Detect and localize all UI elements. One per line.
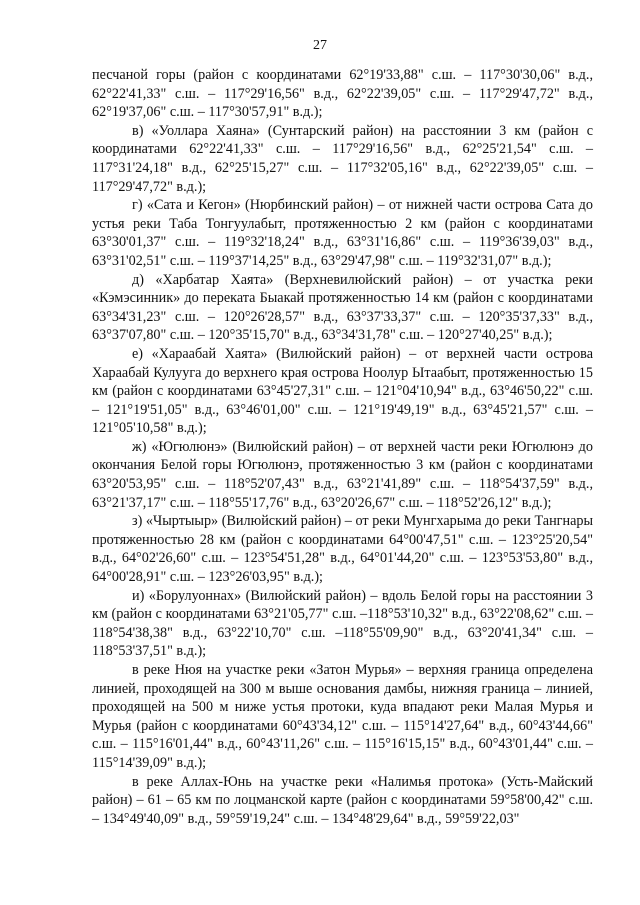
paragraph-allakh-yun-river: в реке Аллах-Юнь на участке реки «Налимья протока» (Усть-Майский район) – 61 – 65 км по лоцманской карте (район с координатами 59°58'00,42" с.ш. – 134°49'40,09" в.д., 59°59'19,24" с.ш. – 134°48'29,64" в.д., 59°59'22,03" bbox=[92, 773, 593, 827]
paragraph-item-e: е) «Хараабай Хаята» (Вилюйский район) – от верхней части острова Хараабай Кулууга до верхнего края острова Ноолур Ытаабыт, протяженностью 15 км (район с координатами 63°45'27,31" с.ш. – 121°04'10,94" в.д., 63°46'50,22" с.ш. – 121°19'51,05" в.д., 63°46'01,00" с.ш. – 121°19'49,19" в.д., 63°45'21,57" с.ш. – 121°05'10,58" в.д.); bbox=[92, 345, 593, 437]
paragraph-item-zh: ж) «Югюлюнэ» (Вилюйский район) – от верхней части реки Югюлюнэ до окончания Белой горы Югюлюнэ, протяженностью 3 км (район с координатами 63°20'53,95" с.ш. – 118°52'07,43" в.д., 63°21'41,89" с.ш. – 118°54'37,59" в.д., 63°21'37,17" с.ш. – 118°55'17,76" в.д., 63°20'26,67" с.ш. – 118°52'26,12" в.д.); bbox=[92, 438, 593, 511]
paragraph-nyuya-river: в реке Нюя на участке реки «Затон Мурья» – верхняя граница определена линией, проходящей на 300 м выше основания дамбы, нижняя граница – линией, проходящей на 500 м ниже устья протоки, куда впадают реки Малая Мурья и Мурья (район с координатами 60°43'34,12" с.ш. – 115°14'27,64" в.д., 60°43'44,66" с.ш. – 115°16'01,44" в.д., 60°43'11,26" с.ш. – 115°16'15,15" в.д., 60°43'01,44" с.ш. – 115°14'39,09" в.д.); bbox=[92, 662, 593, 771]
paragraph-item-d: д) «Харбатар Хаята» (Верхневилюйский район) – от участка реки «Кэмэсинник» до переката Быакай протяженностью 14 км (район с координатами 63°34'31,23" с.ш. – 120°26'28,57" в.д., 63°37'33,37" с.ш. – 120°35'37,33" в.д., 63°37'07,80" с.ш. – 120°35'15,70" в.д., 63°34'31,78" с.ш. – 120°27'40,25" в.д.); bbox=[92, 271, 593, 344]
document-body bbox=[92, 66, 593, 828]
paragraph-item-i: и) «Борулуоннах» (Вилюйский район) – вдоль Белой горы на расстоянии 3 км (район с координатами 63°21'05,77" с.ш. –118°53'10,32" в.д., 63°22'08,62" с.ш. – 118°54'38,38" в.д., 63°22'10,70" с.ш. –118°55'09,90" в.д., 63°20'41,34" с.ш. – 118°53'37,51" в.д.); bbox=[92, 587, 593, 660]
paragraph-item-g: г) «Сата и Кегон» (Нюрбинский район) – от нижней части острова Сата до устья реки Таба Тонгуулабыт, протяженностью 2 км (район с координатами 63°30'01,37" с.ш. – 119°32'18,24" в.д., 63°31'16,86" с.ш. – 119°36'39,03" в.д., 63°31'02,51" с.ш. – 119°37'14,25" в.д., 63°29'47,98" с.ш. – 119°32'31,07" в.д.); bbox=[92, 197, 593, 269]
paragraph-item-v: в) «Уоллара Хаяна» (Сунтарский район) на расстоянии 3 км (район с координатами 62°22'41,33" с.ш. – 117°29'16,56" в.д., 62°25'21,54" с.ш. – 117°31'24,18" в.д., 62°25'15,27" с.ш. – 117°32'05,16" в.д., 62°22'39,05" с.ш. – 117°29'47,72" в.д.); bbox=[92, 122, 593, 195]
paragraph-item-z: з) «Чыртыыр» (Вилюйский район) – от реки Мунгхарыма до реки Тангнары протяженностью 28 км (район с координатами 64°00'47,51" с.ш. – 123°25'20,54" в.д., 64°02'26,60" с.ш. – 123°54'51,28" в.д., 64°01'44,20" с.ш. – 123°53'53,80" в.д., 64°00'28,91" с.ш. – 123°26'03,95" в.д.); bbox=[92, 513, 593, 586]
page-number: 27 bbox=[313, 38, 327, 53]
paragraph-continuation: песчаной горы (район с координатами 62°19'33,88" с.ш. – 117°30'30,06" в.д., 62°22'41,33" с.ш. – 117°29'16,56" в.д., 62°22'39,05" с.ш. – 117°29'47,72" в.д., 62°19'37,06" с.ш. – 117°30'57,91" в.д.); bbox=[92, 67, 593, 121]
